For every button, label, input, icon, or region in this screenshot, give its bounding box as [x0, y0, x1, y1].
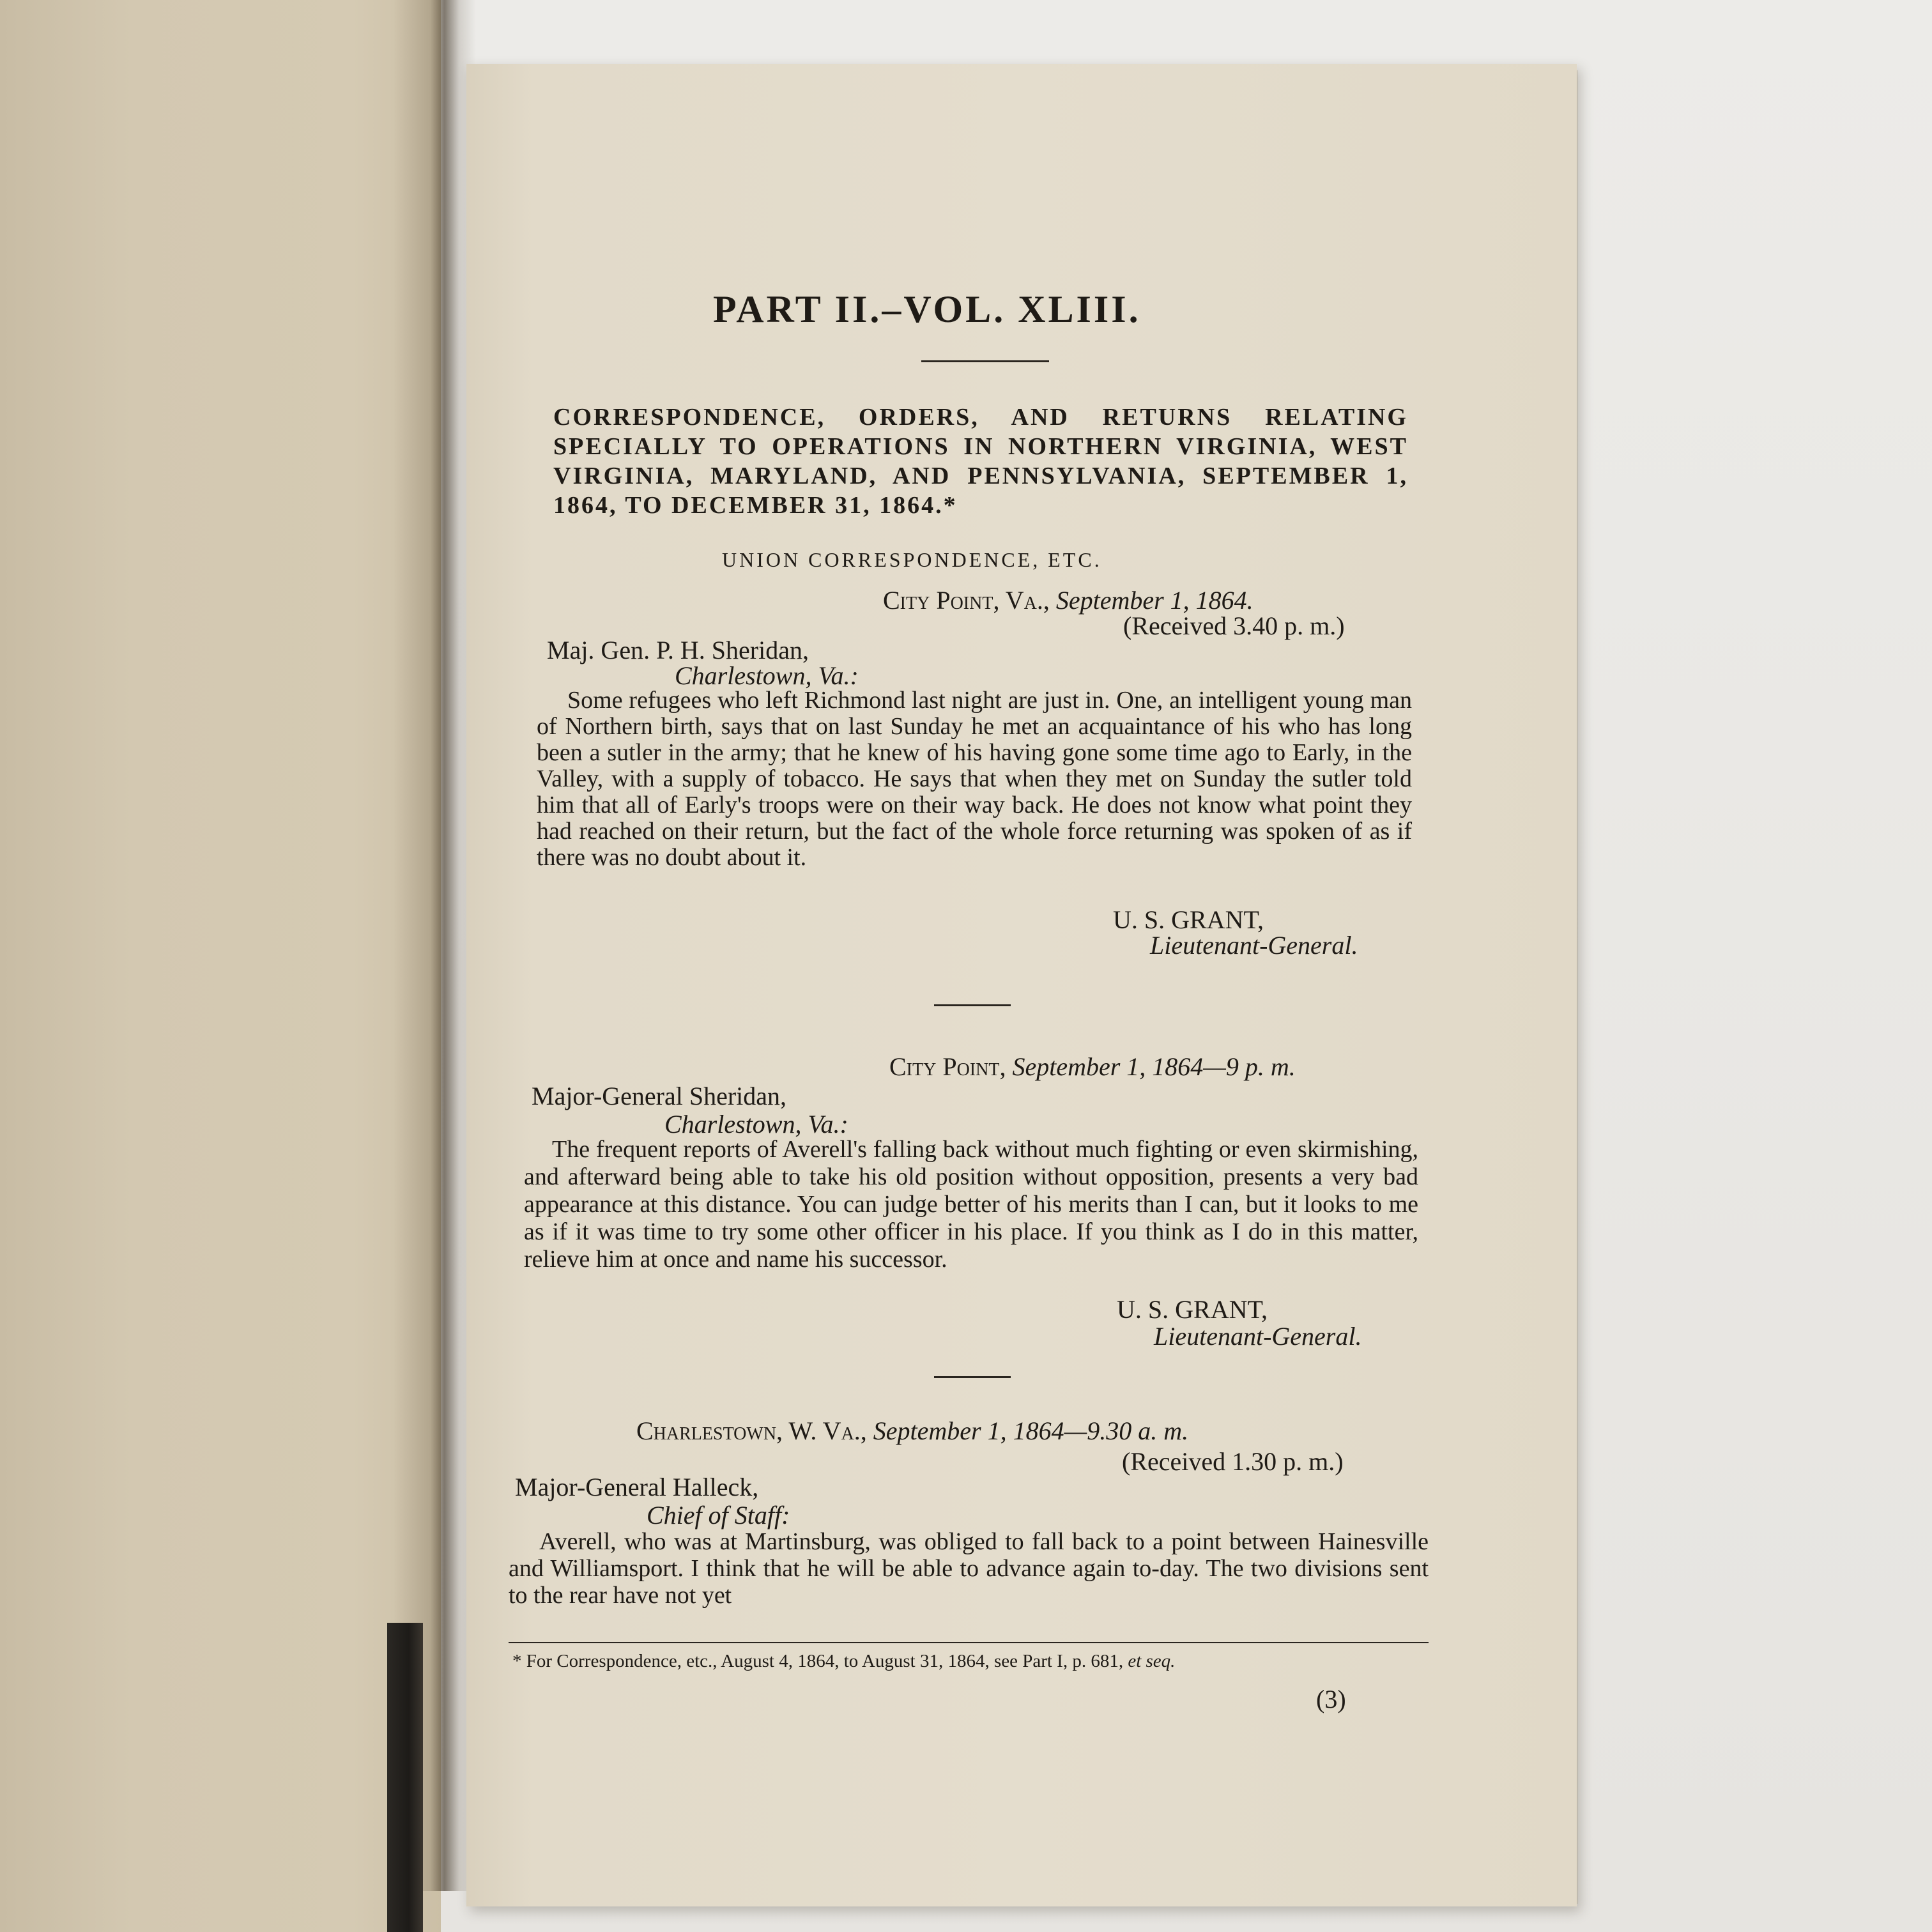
- letter-1-received: (Received 3.40 p. m.): [1123, 611, 1345, 640]
- letter-1-location: Charlestown, Va.:: [675, 661, 859, 690]
- letter-1-recipient: Maj. Gen. P. H. Sheridan,: [547, 636, 809, 664]
- printed-page: [466, 64, 1577, 1906]
- book-gutter: [393, 0, 476, 1891]
- letter-3-recipient: Major-General Halleck,: [515, 1473, 759, 1501]
- letter-3-location: Chief of Staff:: [647, 1501, 790, 1529]
- letter-1-place: City Point, Va.,: [883, 586, 1050, 615]
- letter-1-body: Some refugees who left Richmond last night are just in. One, an intelligent young man of Northern birth, says that on last Sunday he met an acquaintance of his who has long been a sutler in the army; that he knew of his having gone some time ago to Early, in the Valley, with a supply of tobacco. He says that when they met on Sunday the sutler told him that all of Early's troops were on their way back. He does not know what point they had reached on their return, but the fact of the whole force returning was spoken of as if there was no doubt about it.: [537, 687, 1412, 871]
- letter-2-recipient: Major-General Sheridan,: [532, 1082, 787, 1110]
- title-rule: [921, 360, 1049, 362]
- letter-2-rank: Lieutenant-General.: [1154, 1322, 1362, 1351]
- letter-2-place: City Point,: [889, 1052, 1006, 1081]
- letter-3-place: Charlestown, W. Va.,: [636, 1416, 867, 1445]
- section-heading: CORRESPONDENCE, ORDERS, AND RETURNS RELATING SPECIALLY TO OPERATIONS IN NORTHERN VIRGINIA, WEST VIRGINIA, MARYLAND, AND PENNSYLVANIA, SEPTEMBER 1, 1864, TO DECEMBER 31, 1864.*: [553, 404, 1408, 519]
- letter-1-signature: U. S. GRANT,: [1113, 905, 1264, 934]
- footnote-rule: [509, 1642, 1429, 1643]
- page-number: (3): [1316, 1685, 1346, 1713]
- section-subheading: UNION CORRESPONDENCE, ETC.: [722, 548, 1102, 571]
- letter-2-date: September 1, 1864—9 p. m.: [1012, 1052, 1296, 1081]
- letter-divider-1: [934, 1004, 1011, 1006]
- letter-1-rank: Lieutenant-General.: [1150, 931, 1358, 960]
- letter-2-signature: U. S. GRANT,: [1117, 1295, 1268, 1324]
- footnote-marker: *: [512, 1651, 522, 1671]
- letter-2-dateline: [889, 1052, 1296, 1082]
- footnote-tail: et seq.: [1128, 1651, 1176, 1671]
- letter-3-dateline: [636, 1416, 1188, 1446]
- footnote: [512, 1651, 1175, 1672]
- letter-3-received: (Received 1.30 p. m.): [1122, 1447, 1344, 1476]
- footnote-text: For Correspondence, etc., August 4, 1864, to August 31, 1864, see Part I, p. 681,: [526, 1651, 1124, 1671]
- letter-1-date: September 1, 1864.: [1055, 586, 1254, 615]
- letter-3-body: Averell, who was at Martinsburg, was obliged to fall back to a point between Hainesville and Williamsport. I think that he will be able to advance again to-day. The two divisions sent to the rear have not yet: [509, 1528, 1429, 1609]
- book-cover-edge: [387, 1623, 423, 1932]
- page-title: PART II.–VOL. XLIII.: [713, 288, 1141, 330]
- facing-page: [0, 0, 441, 1932]
- letter-3-date: September 1, 1864—9.30 a. m.: [873, 1416, 1189, 1445]
- letter-divider-2: [934, 1376, 1011, 1378]
- letter-2-body: The frequent reports of Averell's falling back without much fighting or even skirmishing, and afterward being able to take his old position without opposition, presents a very bad appearance at this distance. You can judge better of his merits than I can, but it looks to me as if it was time to try some other officer in his place. If you think as I do in this matter, relieve him at once and name his successor.: [524, 1136, 1418, 1273]
- letter-2-location: Charlestown, Va.:: [664, 1110, 848, 1138]
